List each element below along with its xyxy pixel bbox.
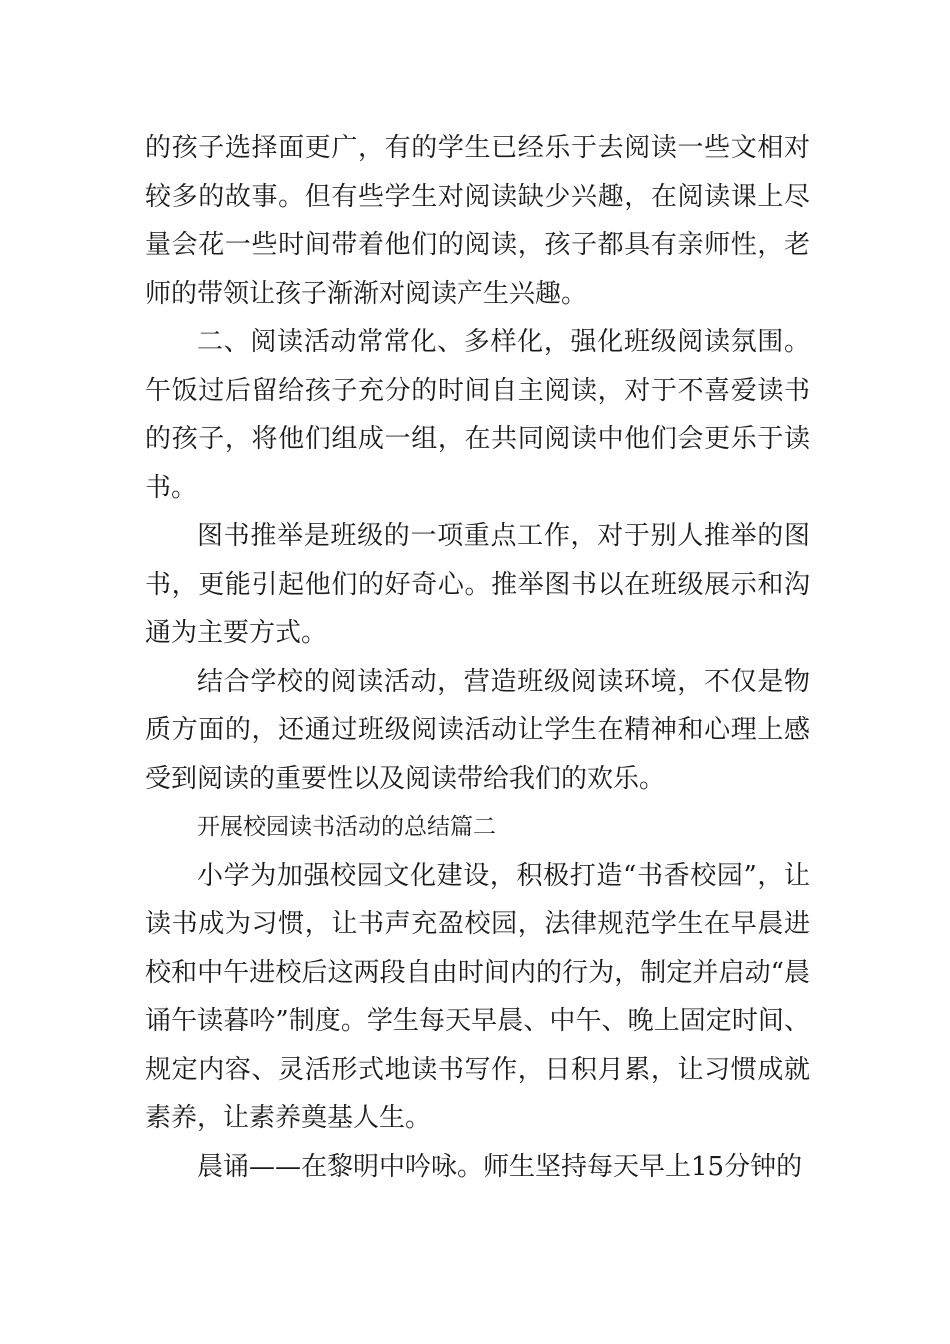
section-heading: 开展校园读书活动的总结篇二	[197, 814, 496, 840]
paragraph-campus-culture: 小学为加强校园文化建设，积极打造“书香校园”，让读书成为习惯，让书声充盈校园，法律规范学生在早晨进校和中午进校后这两段自由时间内的行为，制定并启动“晨诵午读暮吟”制度。学生每天早晨、中午、晚上固定时间、规定内容、灵活形式地读书写作，日积月累，让习惯成就素养，让素养奠基人生。	[145, 860, 810, 1133]
paragraph-school-activities: 结合学校的阅读活动，营造班级阅读环境，不仅是物质方面的，还通过班级阅读活动让学生在精神和心理上感受到阅读的重要性以及阅读带给我们的欢乐。	[145, 666, 810, 794]
paragraph-morning-recital: 晨诵——在黎明中吟咏。师生坚持每天早上15分钟的	[197, 1151, 803, 1182]
paragraph-reading-activities: 二、阅读活动常常化、多样化，强化班级阅读氛围。午饭过后留给孩子充分的时间自主阅读，对于不喜爱读书的孩子，将他们组成一组，在共同阅读中他们会更乐于读书。	[145, 327, 810, 503]
paragraph-continuation: 的孩子选择面更广，有的学生已经乐于去阅读一些文相对较多的故事。但有些学生对阅读缺少兴趣，在阅读课上尽量会花一些时间带着他们的阅读，孩子都具有亲师性，老师的带领让孩子渐渐对阅读产生兴趣。	[145, 133, 810, 309]
paragraph-book-recommendation: 图书推举是班级的一项重点工作，对于别人推举的图书，更能引起他们的好奇心。推举图书以在班级展示和沟通为主要方式。	[145, 521, 810, 648]
document-body	[145, 124, 810, 1191]
